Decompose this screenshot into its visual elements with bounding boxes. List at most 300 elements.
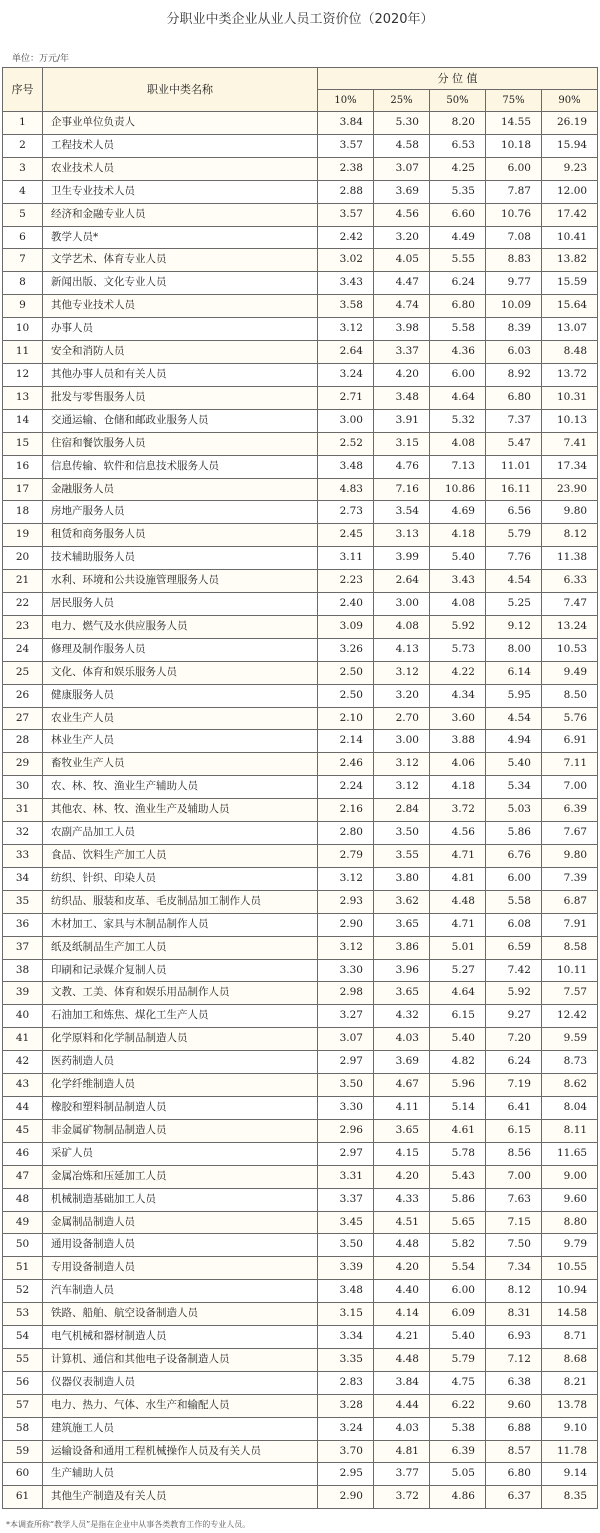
row-index: 36 — [3, 913, 43, 936]
p10-value: 3.27 — [318, 1005, 374, 1028]
row-index: 38 — [3, 959, 43, 982]
row-index: 44 — [3, 1096, 43, 1119]
table-row — [3, 203, 598, 226]
row-index: 13 — [3, 386, 43, 409]
p75-value: 5.92 — [486, 982, 542, 1005]
p90-value: 7.57 — [542, 982, 598, 1005]
occupation-name: 技术辅助服务人员 — [43, 547, 318, 570]
row-index: 1 — [3, 112, 43, 135]
p75-value: 5.25 — [486, 593, 542, 616]
p90-value: 15.59 — [542, 272, 598, 295]
p25-value: 2.64 — [374, 570, 430, 593]
p10-value: 2.24 — [318, 776, 374, 799]
p25-value: 4.33 — [374, 1188, 430, 1211]
p50-value: 4.36 — [430, 341, 486, 364]
table-row — [3, 1096, 598, 1119]
p75-value: 8.31 — [486, 1303, 542, 1326]
occupation-name: 工程技术人员 — [43, 134, 318, 157]
p10-value: 2.90 — [318, 1486, 374, 1509]
p10-value: 3.12 — [318, 867, 374, 890]
p90-value: 17.34 — [542, 455, 598, 478]
table-row — [3, 409, 598, 432]
p50-value: 5.43 — [430, 1165, 486, 1188]
table-row — [3, 753, 598, 776]
row-index: 54 — [3, 1326, 43, 1349]
row-index: 58 — [3, 1417, 43, 1440]
p25-value: 3.65 — [374, 1119, 430, 1142]
p75-value: 8.92 — [486, 363, 542, 386]
occupation-name: 通用设备制造人员 — [43, 1234, 318, 1257]
row-index: 25 — [3, 661, 43, 684]
p25-value: 4.32 — [374, 1005, 430, 1028]
p90-value: 8.04 — [542, 1096, 598, 1119]
p90-value: 9.80 — [542, 501, 598, 524]
row-index: 19 — [3, 524, 43, 547]
table-row — [3, 318, 598, 341]
p25-value: 4.76 — [374, 455, 430, 478]
p50-value: 5.40 — [430, 1028, 486, 1051]
p75-value: 8.39 — [486, 318, 542, 341]
occupation-name: 其他生产制造及有关人员 — [43, 1486, 318, 1509]
p50-value: 5.01 — [430, 936, 486, 959]
p25-value: 3.62 — [374, 890, 430, 913]
table-row — [3, 1348, 598, 1371]
p90-value: 10.55 — [542, 1257, 598, 1280]
occupation-name: 房地产服务人员 — [43, 501, 318, 524]
row-index: 53 — [3, 1303, 43, 1326]
p75-value: 7.76 — [486, 547, 542, 570]
p25-value: 3.00 — [374, 730, 430, 753]
p50-value: 7.13 — [430, 455, 486, 478]
row-index: 27 — [3, 707, 43, 730]
p75-value: 5.47 — [486, 432, 542, 455]
p25-value: 4.81 — [374, 1440, 430, 1463]
p10-value: 2.10 — [318, 707, 374, 730]
p10-value: 2.23 — [318, 570, 374, 593]
p90-value: 8.62 — [542, 1074, 598, 1097]
occupation-name: 其他专业技术人员 — [43, 295, 318, 318]
p10-value: 3.57 — [318, 134, 374, 157]
occupation-name: 石油加工和炼焦、煤化工生产人员 — [43, 1005, 318, 1028]
p90-value: 8.58 — [542, 936, 598, 959]
p90-value: 23.90 — [542, 478, 598, 501]
occupation-name: 医药制造人员 — [43, 1051, 318, 1074]
p25-value: 3.99 — [374, 547, 430, 570]
p75-value: 6.80 — [486, 386, 542, 409]
p75-value: 6.80 — [486, 1463, 542, 1486]
p10-value: 2.40 — [318, 593, 374, 616]
p50-value: 4.18 — [430, 776, 486, 799]
p25-value: 4.58 — [374, 134, 430, 157]
p50-value: 5.55 — [430, 249, 486, 272]
header-p75: 75% — [486, 90, 542, 112]
occupation-name: 安全和消防人员 — [43, 341, 318, 364]
p90-value: 9.80 — [542, 845, 598, 868]
table-row — [3, 776, 598, 799]
p25-value: 4.48 — [374, 1234, 430, 1257]
p90-value: 8.21 — [542, 1371, 598, 1394]
p10-value: 2.97 — [318, 1142, 374, 1165]
table-row — [3, 1303, 598, 1326]
p25-value: 3.20 — [374, 684, 430, 707]
p10-value: 2.90 — [318, 913, 374, 936]
row-index: 34 — [3, 867, 43, 890]
row-index: 22 — [3, 593, 43, 616]
p50-value: 5.86 — [430, 1188, 486, 1211]
p25-value: 4.44 — [374, 1394, 430, 1417]
p50-value: 5.35 — [430, 180, 486, 203]
table-row — [3, 1005, 598, 1028]
p25-value: 3.12 — [374, 776, 430, 799]
occupation-name: 铁路、船舶、航空设备制造人员 — [43, 1303, 318, 1326]
p25-value: 4.67 — [374, 1074, 430, 1097]
p10-value: 3.35 — [318, 1348, 374, 1371]
p75-value: 6.93 — [486, 1326, 542, 1349]
occupation-name: 林业生产人员 — [43, 730, 318, 753]
row-index: 5 — [3, 203, 43, 226]
p75-value: 6.88 — [486, 1417, 542, 1440]
table-row — [3, 363, 598, 386]
p90-value: 7.91 — [542, 913, 598, 936]
p10-value: 2.71 — [318, 386, 374, 409]
table-row — [3, 226, 598, 249]
row-index: 35 — [3, 890, 43, 913]
p75-value: 7.08 — [486, 226, 542, 249]
row-index: 24 — [3, 638, 43, 661]
p50-value: 3.60 — [430, 707, 486, 730]
p10-value: 2.88 — [318, 180, 374, 203]
p10-value: 3.02 — [318, 249, 374, 272]
p75-value: 9.60 — [486, 1394, 542, 1417]
p10-value: 3.00 — [318, 409, 374, 432]
row-index: 39 — [3, 982, 43, 1005]
occupation-name: 仪器仪表制造人员 — [43, 1371, 318, 1394]
p90-value: 7.00 — [542, 776, 598, 799]
p75-value: 4.94 — [486, 730, 542, 753]
p25-value: 4.03 — [374, 1417, 430, 1440]
table-row — [3, 180, 598, 203]
p75-value: 6.41 — [486, 1096, 542, 1119]
row-index: 11 — [3, 341, 43, 364]
row-index: 31 — [3, 799, 43, 822]
p10-value: 2.93 — [318, 890, 374, 913]
p50-value: 5.73 — [430, 638, 486, 661]
p10-value: 3.70 — [318, 1440, 374, 1463]
occupation-name: 木材加工、家具与木制品制作人员 — [43, 913, 318, 936]
p50-value: 5.05 — [430, 1463, 486, 1486]
p10-value: 3.26 — [318, 638, 374, 661]
p50-value: 3.72 — [430, 799, 486, 822]
row-index: 8 — [3, 272, 43, 295]
p25-value: 5.30 — [374, 112, 430, 135]
row-index: 9 — [3, 295, 43, 318]
p50-value: 4.56 — [430, 822, 486, 845]
p50-value: 4.75 — [430, 1371, 486, 1394]
p25-value: 3.50 — [374, 822, 430, 845]
occupation-name: 农业技术人员 — [43, 157, 318, 180]
table-row — [3, 295, 598, 318]
row-index: 23 — [3, 615, 43, 638]
p50-value: 6.53 — [430, 134, 486, 157]
table-row — [3, 1326, 598, 1349]
p50-value: 5.14 — [430, 1096, 486, 1119]
p10-value: 3.24 — [318, 363, 374, 386]
row-index: 57 — [3, 1394, 43, 1417]
row-index: 3 — [3, 157, 43, 180]
p90-value: 26.19 — [542, 112, 598, 135]
p90-value: 8.12 — [542, 524, 598, 547]
p75-value: 6.24 — [486, 1051, 542, 1074]
table-row — [3, 1371, 598, 1394]
table-row — [3, 1234, 598, 1257]
p90-value: 6.33 — [542, 570, 598, 593]
p75-value: 7.15 — [486, 1211, 542, 1234]
p25-value: 3.65 — [374, 913, 430, 936]
p50-value: 6.00 — [430, 1280, 486, 1303]
p25-value: 3.12 — [374, 661, 430, 684]
occupation-name: 食品、饮料生产加工人员 — [43, 845, 318, 868]
p10-value: 2.80 — [318, 822, 374, 845]
p25-value: 3.00 — [374, 593, 430, 616]
occupation-name: 非金属矿物制品制造人员 — [43, 1119, 318, 1142]
p50-value: 4.22 — [430, 661, 486, 684]
p10-value: 3.57 — [318, 203, 374, 226]
p50-value: 5.79 — [430, 1348, 486, 1371]
table-row — [3, 134, 598, 157]
row-index: 20 — [3, 547, 43, 570]
p75-value: 4.54 — [486, 570, 542, 593]
p10-value: 3.31 — [318, 1165, 374, 1188]
p50-value: 4.61 — [430, 1119, 486, 1142]
p90-value: 8.11 — [542, 1119, 598, 1142]
p90-value: 13.82 — [542, 249, 598, 272]
table-row — [3, 799, 598, 822]
row-index: 18 — [3, 501, 43, 524]
p75-value: 6.03 — [486, 341, 542, 364]
p50-value: 3.43 — [430, 570, 486, 593]
row-index: 21 — [3, 570, 43, 593]
table-row — [3, 1051, 598, 1074]
p75-value: 5.58 — [486, 890, 542, 913]
p90-value: 8.73 — [542, 1051, 598, 1074]
p75-value: 9.12 — [486, 615, 542, 638]
p10-value: 3.39 — [318, 1257, 374, 1280]
p90-value: 9.49 — [542, 661, 598, 684]
p50-value: 6.09 — [430, 1303, 486, 1326]
p90-value: 9.10 — [542, 1417, 598, 1440]
row-index: 40 — [3, 1005, 43, 1028]
p50-value: 4.71 — [430, 845, 486, 868]
p90-value: 9.14 — [542, 1463, 598, 1486]
p90-value: 10.94 — [542, 1280, 598, 1303]
table-row — [3, 890, 598, 913]
p25-value: 3.69 — [374, 1051, 430, 1074]
p50-value: 6.24 — [430, 272, 486, 295]
occupation-name: 生产辅助人员 — [43, 1463, 318, 1486]
p75-value: 10.09 — [486, 295, 542, 318]
p10-value: 2.14 — [318, 730, 374, 753]
p50-value: 4.69 — [430, 501, 486, 524]
p90-value: 7.39 — [542, 867, 598, 890]
p90-value: 10.31 — [542, 386, 598, 409]
occupation-name: 印刷和记录媒介复制人员 — [43, 959, 318, 982]
p25-value: 4.21 — [374, 1326, 430, 1349]
wage-table — [2, 67, 598, 1509]
occupation-name: 其他办事人员和有关人员 — [43, 363, 318, 386]
header-p50: 50% — [430, 90, 486, 112]
occupation-name: 健康服务人员 — [43, 684, 318, 707]
p90-value: 17.42 — [542, 203, 598, 226]
p10-value: 3.09 — [318, 615, 374, 638]
table-row — [3, 249, 598, 272]
occupation-name: 金属冶炼和压延加工人员 — [43, 1165, 318, 1188]
p50-value: 5.58 — [430, 318, 486, 341]
p10-value: 3.07 — [318, 1028, 374, 1051]
p25-value: 2.84 — [374, 799, 430, 822]
p90-value: 9.59 — [542, 1028, 598, 1051]
table-row — [3, 959, 598, 982]
row-index: 59 — [3, 1440, 43, 1463]
p10-value: 2.50 — [318, 661, 374, 684]
p25-value: 4.15 — [374, 1142, 430, 1165]
occupation-name: 教学人员* — [43, 226, 318, 249]
p75-value: 9.27 — [486, 1005, 542, 1028]
row-index: 26 — [3, 684, 43, 707]
table-row — [3, 867, 598, 890]
p10-value: 2.96 — [318, 1119, 374, 1142]
row-index: 47 — [3, 1165, 43, 1188]
row-index: 28 — [3, 730, 43, 753]
p50-value: 4.18 — [430, 524, 486, 547]
occupation-name: 汽车制造人员 — [43, 1280, 318, 1303]
p50-value: 5.27 — [430, 959, 486, 982]
row-index: 42 — [3, 1051, 43, 1074]
table-row — [3, 1440, 598, 1463]
p10-value: 2.64 — [318, 341, 374, 364]
p10-value: 2.97 — [318, 1051, 374, 1074]
p10-value: 3.50 — [318, 1074, 374, 1097]
occupation-name: 信息传输、软件和信息技术服务人员 — [43, 455, 318, 478]
p25-value: 3.72 — [374, 1486, 430, 1509]
p75-value: 5.86 — [486, 822, 542, 845]
occupation-name: 专用设备制造人员 — [43, 1257, 318, 1280]
occupation-name: 电力、热力、气体、水生产和输配人员 — [43, 1394, 318, 1417]
table-row — [3, 730, 598, 753]
p10-value: 2.52 — [318, 432, 374, 455]
p75-value: 14.55 — [486, 112, 542, 135]
occupation-name: 农副产品加工人员 — [43, 822, 318, 845]
p75-value: 7.63 — [486, 1188, 542, 1211]
p10-value: 3.45 — [318, 1211, 374, 1234]
p75-value: 6.76 — [486, 845, 542, 868]
p50-value: 5.54 — [430, 1257, 486, 1280]
p75-value: 6.00 — [486, 867, 542, 890]
row-index: 60 — [3, 1463, 43, 1486]
p75-value: 6.14 — [486, 661, 542, 684]
p90-value: 6.39 — [542, 799, 598, 822]
p50-value: 6.22 — [430, 1394, 486, 1417]
p90-value: 9.23 — [542, 157, 598, 180]
p50-value: 4.64 — [430, 982, 486, 1005]
p75-value: 7.87 — [486, 180, 542, 203]
table-row — [3, 661, 598, 684]
p25-value: 3.80 — [374, 867, 430, 890]
p25-value: 3.07 — [374, 157, 430, 180]
p90-value: 8.80 — [542, 1211, 598, 1234]
p10-value: 4.83 — [318, 478, 374, 501]
occupation-name: 橡胶和塑料制品制造人员 — [43, 1096, 318, 1119]
p25-value: 3.69 — [374, 180, 430, 203]
occupation-name: 计算机、通信和其他电子设备制造人员 — [43, 1348, 318, 1371]
p25-value: 2.70 — [374, 707, 430, 730]
p10-value: 2.16 — [318, 799, 374, 822]
p50-value: 4.08 — [430, 593, 486, 616]
p90-value: 11.38 — [542, 547, 598, 570]
table-row — [3, 1074, 598, 1097]
p25-value: 3.55 — [374, 845, 430, 868]
p50-value: 4.86 — [430, 1486, 486, 1509]
p25-value: 4.40 — [374, 1280, 430, 1303]
p10-value: 3.28 — [318, 1394, 374, 1417]
occupation-name: 纺织、针织、印染人员 — [43, 867, 318, 890]
p90-value: 7.41 — [542, 432, 598, 455]
table-row — [3, 432, 598, 455]
table-row — [3, 478, 598, 501]
p90-value: 9.60 — [542, 1188, 598, 1211]
p75-value: 6.00 — [486, 157, 542, 180]
p25-value: 4.14 — [374, 1303, 430, 1326]
row-index: 2 — [3, 134, 43, 157]
p50-value: 4.82 — [430, 1051, 486, 1074]
p75-value: 8.12 — [486, 1280, 542, 1303]
p25-value: 3.98 — [374, 318, 430, 341]
row-index: 41 — [3, 1028, 43, 1051]
p75-value: 7.42 — [486, 959, 542, 982]
p75-value: 8.00 — [486, 638, 542, 661]
p75-value: 10.18 — [486, 134, 542, 157]
p25-value: 4.20 — [374, 1257, 430, 1280]
p75-value: 7.12 — [486, 1348, 542, 1371]
table-row — [3, 913, 598, 936]
row-index: 43 — [3, 1074, 43, 1097]
p25-value: 3.91 — [374, 409, 430, 432]
occupation-name: 居民服务人员 — [43, 593, 318, 616]
p25-value: 4.13 — [374, 638, 430, 661]
row-index: 30 — [3, 776, 43, 799]
p75-value: 11.01 — [486, 455, 542, 478]
p50-value: 4.08 — [430, 432, 486, 455]
p75-value: 7.37 — [486, 409, 542, 432]
p10-value: 3.30 — [318, 1096, 374, 1119]
header-p10: 10% — [318, 90, 374, 112]
occupation-name: 新闻出版、文化专业人员 — [43, 272, 318, 295]
p75-value: 5.95 — [486, 684, 542, 707]
p75-value: 7.34 — [486, 1257, 542, 1280]
p10-value: 2.83 — [318, 1371, 374, 1394]
p50-value: 5.38 — [430, 1417, 486, 1440]
occupation-name: 经济和金融专业人员 — [43, 203, 318, 226]
p90-value: 13.07 — [542, 318, 598, 341]
p90-value: 7.11 — [542, 753, 598, 776]
header-p25: 25% — [374, 90, 430, 112]
occupation-name: 纺织品、服装和皮革、毛皮制品加工制作人员 — [43, 890, 318, 913]
p75-value: 6.15 — [486, 1119, 542, 1142]
row-index: 52 — [3, 1280, 43, 1303]
occupation-name: 住宿和餐饮服务人员 — [43, 432, 318, 455]
p50-value: 3.88 — [430, 730, 486, 753]
p50-value: 5.40 — [430, 1326, 486, 1349]
occupation-name: 农、林、牧、渔业生产辅助人员 — [43, 776, 318, 799]
